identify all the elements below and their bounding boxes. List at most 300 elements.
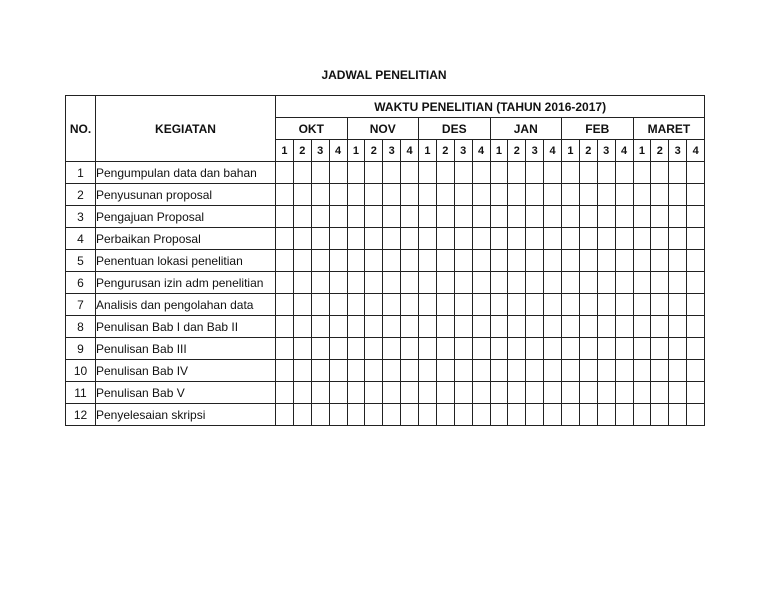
schedule-cell <box>579 272 597 294</box>
schedule-cell <box>454 162 472 184</box>
schedule-cell <box>347 404 365 426</box>
schedule-cell <box>347 250 365 272</box>
schedule-cell <box>472 338 490 360</box>
schedule-cell <box>526 184 544 206</box>
schedule-cell <box>490 250 508 272</box>
schedule-cell <box>651 206 669 228</box>
schedule-cell <box>669 272 687 294</box>
row-number: 7 <box>66 294 96 316</box>
schedule-cell <box>419 294 437 316</box>
schedule-cell <box>651 382 669 404</box>
schedule-cell <box>365 272 383 294</box>
schedule-cell <box>311 228 329 250</box>
schedule-cell <box>383 338 401 360</box>
schedule-cell <box>597 272 615 294</box>
week-header-4-0: 1 <box>562 140 580 162</box>
schedule-cell <box>633 184 651 206</box>
schedule-cell <box>615 316 633 338</box>
schedule-cell <box>329 206 347 228</box>
table-row <box>66 206 705 228</box>
schedule-cell <box>365 360 383 382</box>
schedule-cell <box>579 338 597 360</box>
schedule-cell <box>687 360 705 382</box>
header-research-time: WAKTU PENELITIAN (TAHUN 2016-2017) <box>276 96 705 118</box>
schedule-cell <box>454 294 472 316</box>
schedule-cell <box>365 316 383 338</box>
row-number: 12 <box>66 404 96 426</box>
schedule-cell <box>508 338 526 360</box>
week-header-1-2: 3 <box>383 140 401 162</box>
schedule-cell <box>615 206 633 228</box>
week-header-0-2: 3 <box>311 140 329 162</box>
schedule-cell <box>276 360 294 382</box>
schedule-cell <box>472 316 490 338</box>
schedule-cell <box>365 250 383 272</box>
month-header-5: MARET <box>633 118 705 140</box>
schedule-cell <box>293 272 311 294</box>
schedule-cell <box>508 316 526 338</box>
row-number: 8 <box>66 316 96 338</box>
schedule-cell <box>597 206 615 228</box>
schedule-cell <box>419 316 437 338</box>
week-header-2-3: 4 <box>472 140 490 162</box>
schedule-cell <box>597 184 615 206</box>
schedule-cell <box>508 404 526 426</box>
week-header-2-0: 1 <box>419 140 437 162</box>
schedule-cell <box>419 360 437 382</box>
table-row <box>66 382 705 404</box>
schedule-cell <box>454 184 472 206</box>
schedule-cell <box>365 404 383 426</box>
schedule-cell <box>419 206 437 228</box>
schedule-cell <box>383 382 401 404</box>
schedule-cell <box>544 404 562 426</box>
week-header-2-2: 3 <box>454 140 472 162</box>
schedule-cell <box>562 316 580 338</box>
schedule-cell <box>347 382 365 404</box>
month-header-4: FEB <box>562 118 634 140</box>
schedule-cell <box>544 316 562 338</box>
schedule-cell <box>579 162 597 184</box>
header-activity: KEGIATAN <box>96 96 276 162</box>
schedule-cell <box>562 338 580 360</box>
activity-name: Pengajuan Proposal <box>96 206 276 228</box>
schedule-cell <box>329 162 347 184</box>
schedule-cell <box>383 250 401 272</box>
schedule-cell <box>526 316 544 338</box>
row-number: 3 <box>66 206 96 228</box>
schedule-cell <box>311 272 329 294</box>
table-row <box>66 404 705 426</box>
schedule-cell <box>508 162 526 184</box>
header-row-1 <box>66 96 705 118</box>
schedule-cell <box>311 360 329 382</box>
schedule-cell <box>347 360 365 382</box>
schedule-cell <box>633 338 651 360</box>
schedule-cell <box>651 294 669 316</box>
schedule-cell <box>633 162 651 184</box>
schedule-cell <box>347 338 365 360</box>
schedule-cell <box>472 272 490 294</box>
schedule-cell <box>669 360 687 382</box>
schedule-cell <box>633 360 651 382</box>
schedule-cell <box>454 250 472 272</box>
schedule-cell <box>383 184 401 206</box>
schedule-cell <box>597 250 615 272</box>
schedule-cell <box>579 316 597 338</box>
schedule-cell <box>526 382 544 404</box>
header-no: NO. <box>66 96 96 162</box>
schedule-cell <box>401 294 419 316</box>
schedule-cell <box>293 184 311 206</box>
week-header-5-0: 1 <box>633 140 651 162</box>
schedule-cell <box>383 162 401 184</box>
schedule-cell <box>436 404 454 426</box>
week-header-1-0: 1 <box>347 140 365 162</box>
week-header-5-3: 4 <box>687 140 705 162</box>
schedule-cell <box>526 206 544 228</box>
schedule-cell <box>687 228 705 250</box>
table-row <box>66 338 705 360</box>
schedule-cell <box>562 272 580 294</box>
schedule-cell <box>293 294 311 316</box>
schedule-cell <box>347 316 365 338</box>
schedule-cell <box>436 162 454 184</box>
schedule-cell <box>454 316 472 338</box>
schedule-cell <box>544 184 562 206</box>
schedule-cell <box>365 162 383 184</box>
schedule-cell <box>419 338 437 360</box>
schedule-cell <box>419 250 437 272</box>
week-header-3-2: 3 <box>526 140 544 162</box>
schedule-cell <box>276 184 294 206</box>
schedule-cell <box>669 162 687 184</box>
table-row <box>66 184 705 206</box>
month-header-0: OKT <box>276 118 348 140</box>
schedule-cell <box>669 316 687 338</box>
schedule-cell <box>490 404 508 426</box>
schedule-cell <box>597 338 615 360</box>
schedule-cell <box>615 162 633 184</box>
schedule-cell <box>508 250 526 272</box>
schedule-cell <box>276 316 294 338</box>
schedule-cell <box>329 316 347 338</box>
schedule-cell <box>311 206 329 228</box>
schedule-cell <box>347 162 365 184</box>
schedule-cell <box>633 404 651 426</box>
table-row <box>66 294 705 316</box>
schedule-cell <box>401 206 419 228</box>
row-number: 1 <box>66 162 96 184</box>
week-header-0-0: 1 <box>276 140 294 162</box>
week-header-4-1: 2 <box>579 140 597 162</box>
schedule-cell <box>347 184 365 206</box>
schedule-cell <box>544 338 562 360</box>
schedule-cell <box>383 272 401 294</box>
week-header-5-1: 2 <box>651 140 669 162</box>
schedule-cell <box>651 184 669 206</box>
schedule-cell <box>419 228 437 250</box>
schedule-cell <box>276 338 294 360</box>
schedule-cell <box>544 250 562 272</box>
schedule-cell <box>597 382 615 404</box>
week-header-3-3: 4 <box>544 140 562 162</box>
schedule-cell <box>490 360 508 382</box>
schedule-cell <box>436 382 454 404</box>
schedule-cell <box>597 404 615 426</box>
week-header-5-2: 3 <box>669 140 687 162</box>
schedule-cell <box>401 272 419 294</box>
week-header-4-2: 3 <box>597 140 615 162</box>
schedule-cell <box>472 206 490 228</box>
schedule-cell <box>687 272 705 294</box>
schedule-cell <box>401 338 419 360</box>
schedule-cell <box>633 272 651 294</box>
schedule-cell <box>329 228 347 250</box>
schedule-cell <box>687 162 705 184</box>
schedule-cell <box>562 360 580 382</box>
schedule-cell <box>383 294 401 316</box>
schedule-cell <box>436 250 454 272</box>
schedule-cell <box>615 382 633 404</box>
schedule-cell <box>669 206 687 228</box>
schedule-cell <box>508 184 526 206</box>
schedule-cell <box>579 206 597 228</box>
table-row <box>66 316 705 338</box>
schedule-cell <box>687 206 705 228</box>
schedule-cell <box>544 206 562 228</box>
schedule-cell <box>579 294 597 316</box>
schedule-cell <box>293 404 311 426</box>
schedule-cell <box>454 206 472 228</box>
schedule-cell <box>311 404 329 426</box>
activity-name: Penulisan Bab V <box>96 382 276 404</box>
schedule-cell <box>383 228 401 250</box>
schedule-cell <box>526 360 544 382</box>
schedule-cell <box>329 294 347 316</box>
schedule-cell <box>633 316 651 338</box>
schedule-cell <box>490 206 508 228</box>
schedule-cell <box>508 206 526 228</box>
schedule-cell <box>347 272 365 294</box>
table-row <box>66 162 705 184</box>
schedule-cell <box>472 162 490 184</box>
schedule-cell <box>347 206 365 228</box>
schedule-cell <box>490 294 508 316</box>
schedule-cell <box>472 294 490 316</box>
schedule-cell <box>401 184 419 206</box>
schedule-cell <box>508 294 526 316</box>
schedule-cell <box>311 382 329 404</box>
page-title: JADWAL PENELITIAN <box>321 68 447 82</box>
schedule-cell <box>347 294 365 316</box>
schedule-cell <box>651 338 669 360</box>
week-header-1-1: 2 <box>365 140 383 162</box>
schedule-cell <box>526 404 544 426</box>
week-header-3-0: 1 <box>490 140 508 162</box>
schedule-cell <box>651 360 669 382</box>
schedule-cell <box>544 272 562 294</box>
schedule-cell <box>311 162 329 184</box>
schedule-cell <box>401 162 419 184</box>
schedule-cell <box>633 250 651 272</box>
schedule-cell <box>401 404 419 426</box>
schedule-cell <box>490 228 508 250</box>
schedule-cell <box>383 360 401 382</box>
schedule-cell <box>687 382 705 404</box>
schedule-cell <box>633 294 651 316</box>
schedule-cell <box>544 360 562 382</box>
schedule-cell <box>293 162 311 184</box>
schedule-cell <box>615 250 633 272</box>
schedule-cell <box>436 316 454 338</box>
schedule-cell <box>615 272 633 294</box>
schedule-cell <box>293 382 311 404</box>
schedule-cell <box>526 228 544 250</box>
schedule-cell <box>365 294 383 316</box>
schedule-cell <box>436 360 454 382</box>
schedule-cell <box>526 338 544 360</box>
activity-name: Penulisan Bab III <box>96 338 276 360</box>
schedule-cell <box>276 228 294 250</box>
schedule-cell <box>633 206 651 228</box>
schedule-cell <box>687 316 705 338</box>
schedule-cell <box>276 272 294 294</box>
schedule-cell <box>544 228 562 250</box>
schedule-cell <box>633 228 651 250</box>
schedule-cell <box>401 316 419 338</box>
schedule-cell <box>293 228 311 250</box>
schedule-cell <box>383 404 401 426</box>
schedule-cell <box>615 360 633 382</box>
schedule-cell <box>329 360 347 382</box>
schedule-cell <box>454 228 472 250</box>
activity-name: Pengumpulan data dan bahan <box>96 162 276 184</box>
schedule-cell <box>579 228 597 250</box>
schedule-cell <box>562 206 580 228</box>
schedule-cell <box>329 338 347 360</box>
schedule-cell <box>472 382 490 404</box>
row-number: 11 <box>66 382 96 404</box>
week-header-4-3: 4 <box>615 140 633 162</box>
week-header-0-3: 4 <box>329 140 347 162</box>
schedule-cell <box>383 206 401 228</box>
activity-name: Penyusunan proposal <box>96 184 276 206</box>
activity-name: Penentuan lokasi penelitian <box>96 250 276 272</box>
table-row <box>66 360 705 382</box>
schedule-cell <box>597 360 615 382</box>
schedule-cell <box>490 382 508 404</box>
schedule-cell <box>454 338 472 360</box>
schedule-cell <box>562 250 580 272</box>
row-number: 10 <box>66 360 96 382</box>
schedule-cell <box>419 382 437 404</box>
schedule-cell <box>311 338 329 360</box>
schedule-cell <box>276 404 294 426</box>
schedule-cell <box>615 184 633 206</box>
week-header-0-1: 2 <box>293 140 311 162</box>
schedule-cell <box>651 272 669 294</box>
schedule-cell <box>562 294 580 316</box>
table-row <box>66 272 705 294</box>
schedule-cell <box>526 162 544 184</box>
schedule-cell <box>562 162 580 184</box>
row-number: 2 <box>66 184 96 206</box>
schedule-cell <box>472 250 490 272</box>
row-number: 5 <box>66 250 96 272</box>
schedule-cell <box>276 294 294 316</box>
schedule-cell <box>669 404 687 426</box>
schedule-cell <box>651 316 669 338</box>
month-header-2: DES <box>419 118 491 140</box>
schedule-cell <box>311 184 329 206</box>
schedule-cell <box>508 272 526 294</box>
schedule-cell <box>526 250 544 272</box>
schedule-cell <box>401 360 419 382</box>
schedule-cell <box>472 360 490 382</box>
schedule-cell <box>669 228 687 250</box>
schedule-cell <box>436 294 454 316</box>
schedule-cell <box>490 162 508 184</box>
table-row <box>66 250 705 272</box>
schedule-cell <box>508 360 526 382</box>
activity-name: Penulisan Bab IV <box>96 360 276 382</box>
schedule-cell <box>454 404 472 426</box>
schedule-cell <box>651 250 669 272</box>
schedule-cell <box>615 338 633 360</box>
schedule-cell <box>436 272 454 294</box>
schedule-cell <box>454 360 472 382</box>
schedule-cell <box>436 228 454 250</box>
schedule-cell <box>615 294 633 316</box>
schedule-cell <box>490 184 508 206</box>
schedule-cell <box>365 228 383 250</box>
row-number: 4 <box>66 228 96 250</box>
schedule-cell <box>276 250 294 272</box>
activity-name: Perbaikan Proposal <box>96 228 276 250</box>
schedule-cell <box>562 382 580 404</box>
schedule-cell <box>579 250 597 272</box>
schedule-cell <box>651 162 669 184</box>
schedule-cell <box>597 162 615 184</box>
week-header-2-1: 2 <box>436 140 454 162</box>
activity-name: Penulisan Bab I dan Bab II <box>96 316 276 338</box>
schedule-cell <box>311 316 329 338</box>
schedule-cell <box>329 382 347 404</box>
schedule-cell <box>472 184 490 206</box>
schedule-cell <box>687 294 705 316</box>
schedule-cell <box>419 162 437 184</box>
schedule-cell <box>562 184 580 206</box>
schedule-cell <box>526 294 544 316</box>
schedule-cell <box>669 184 687 206</box>
schedule-cell <box>276 162 294 184</box>
schedule-cell <box>526 272 544 294</box>
schedule-cell <box>579 184 597 206</box>
schedule-cell <box>401 250 419 272</box>
schedule-cell <box>597 294 615 316</box>
schedule-cell <box>365 184 383 206</box>
week-header-1-3: 4 <box>401 140 419 162</box>
schedule-cell <box>579 360 597 382</box>
schedule-cell <box>472 404 490 426</box>
schedule-cell <box>276 206 294 228</box>
schedule-cell <box>365 338 383 360</box>
schedule-cell <box>490 338 508 360</box>
schedule-cell <box>562 404 580 426</box>
schedule-cell <box>293 316 311 338</box>
schedule-cell <box>293 338 311 360</box>
